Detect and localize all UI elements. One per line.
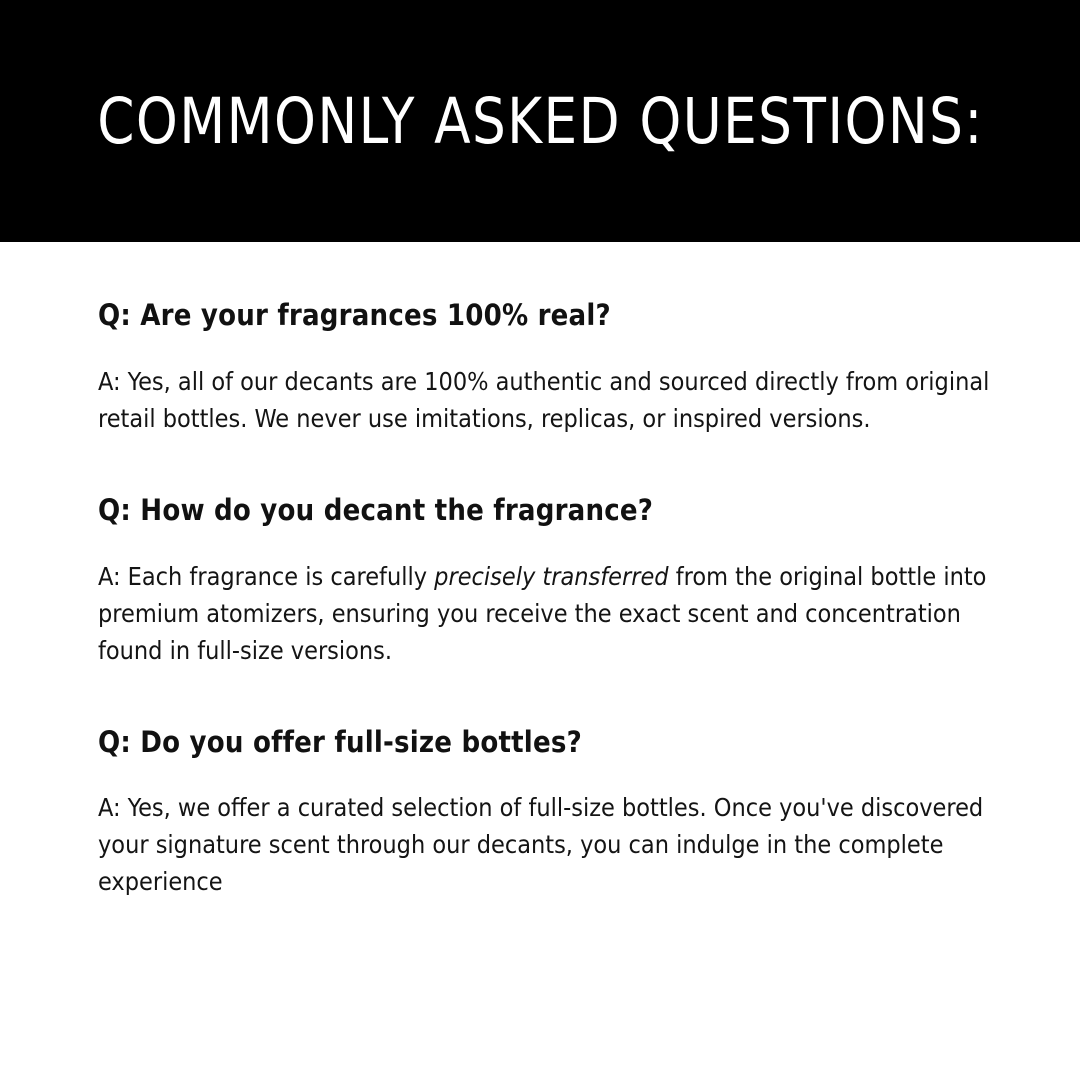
faq-answer-text-after: from the original bottle into premium atomizers, ensuring you receive the exact scent and concentration found in full-size versions. — [98, 561, 987, 665]
faq-question: Q: Are your fragrances 100% real? — [98, 298, 611, 332]
faq-item — [98, 298, 1005, 437]
page-title: COMMONLY ASKED QUESTIONS: — [96, 84, 984, 158]
faq-item — [98, 725, 1005, 901]
faq-answer-text-before: A: Each fragrance is carefully — [98, 561, 435, 591]
faq-answer: A: Yes, we offer a curated selection of full-size bottles. Once you've discovered your signature scent through our decants, you can indulge in the complete experience — [98, 793, 984, 897]
faq-list — [0, 242, 1080, 900]
faq-question: Q: Do you offer full-size bottles? — [98, 724, 582, 759]
faq-answer — [98, 558, 1005, 669]
header-banner — [0, 0, 1080, 242]
faq-answer: A: Yes, all of our decants are 100% authentic and sourced directly from original retail bottles. We never use imitations, replicas, or inspired versions. — [98, 366, 990, 433]
faq-answer-emphasis: precisely transferred — [434, 561, 669, 591]
faq-question: Q: How do you decant the fragrance? — [98, 492, 654, 527]
faq-item — [98, 493, 1005, 669]
